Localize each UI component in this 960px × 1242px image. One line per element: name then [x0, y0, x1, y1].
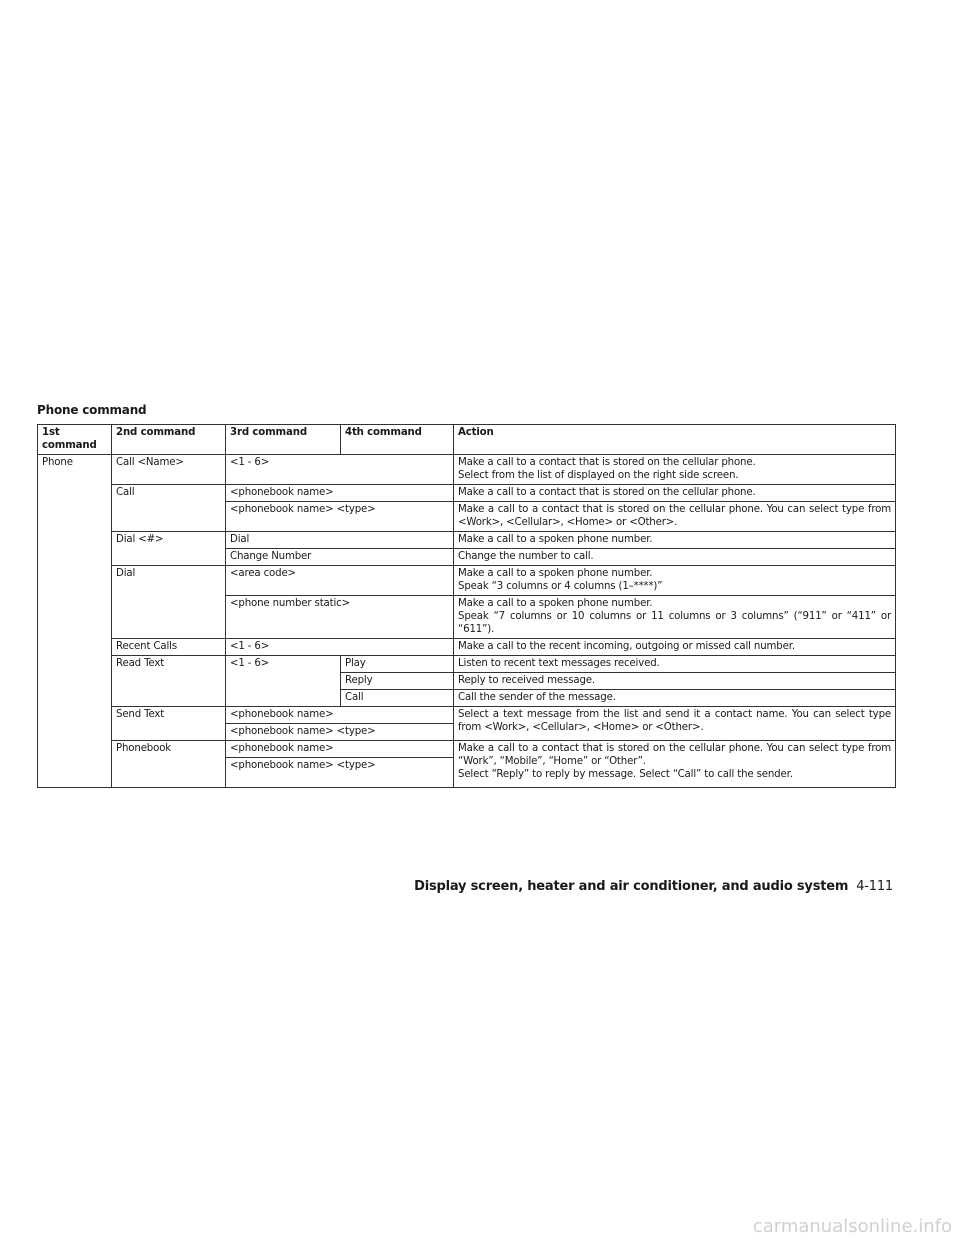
table-row — [38, 741, 896, 758]
cell-action: Reply to received message. — [454, 673, 896, 690]
cell-action: Make a call to the recent incoming, outgoing or missed call number. — [454, 639, 896, 656]
cell-call-name: Call <Name> — [112, 455, 226, 485]
cell-range: <1 - 6> — [226, 455, 454, 485]
cell-phonebook-name-type: <phonebook name> <type> — [226, 502, 454, 532]
watermark: carmanualsonline.info — [752, 1216, 952, 1237]
phone-command-table — [37, 424, 896, 788]
cell-phonebook-name-type: <phonebook name> <type> — [226, 758, 454, 788]
cell-phonebook: Phonebook — [112, 741, 226, 788]
cell-action: Listen to recent text messages received. — [454, 656, 896, 673]
table-row — [38, 656, 896, 673]
cell-action: Change the number to call. — [454, 549, 896, 566]
table-header-row — [38, 425, 896, 455]
header-3rd-command: 3rd command — [226, 425, 341, 455]
cell-change-number: Change Number — [226, 549, 454, 566]
cell-action — [454, 741, 896, 788]
action-line: Make a call to a spoken phone number. — [458, 568, 653, 579]
cell-phonebook-name: <phonebook name> — [226, 485, 454, 502]
cell-phonebook-name: <phonebook name> — [226, 707, 454, 724]
cell-call: Call — [112, 485, 226, 532]
table-row — [38, 707, 896, 724]
action-line: Make a call to a contact that is stored on the cellular phone. — [458, 457, 756, 468]
header-2nd-command: 2nd command — [112, 425, 226, 455]
table-row — [38, 532, 896, 549]
cell-phonebook-name-type: <phonebook name> <type> — [226, 724, 454, 741]
cell-dial: Dial — [112, 566, 226, 639]
cell-send-text: Send Text — [112, 707, 226, 741]
action-line: Select from the list of displayed on the right side screen. — [458, 470, 739, 481]
header-action: Action — [454, 425, 896, 455]
section-title: Phone command — [37, 403, 147, 417]
cell-action: Select a text message from the list and send it a contact name. You can select type from <Work>, <Cellular>, <Home> or <Other>. — [454, 707, 896, 741]
cell-action: Make a call to a contact that is stored on the cellular phone. You can select type from <Work>, <Cellular>, <Home> or <Other>. — [454, 502, 896, 532]
cell-range: <1 - 6> — [226, 639, 454, 656]
action-line: Speak “7 columns or 10 columns or 11 columns or 3 columns” (“911” or “411” or “611”). — [458, 611, 891, 635]
action-line: Speak “3 columns or 4 columns (1–****)” — [458, 581, 663, 592]
cell-phonebook-name: <phonebook name> — [226, 741, 454, 758]
footer-chapter-title: Display screen, heater and air conditioner, and audio system — [414, 879, 849, 894]
cell-call-sender: Call — [341, 690, 454, 707]
cell-reply: Reply — [341, 673, 454, 690]
cell-area-code: <area code> — [226, 566, 454, 596]
cell-action: Make a call to a spoken phone number. — [454, 532, 896, 549]
cell-read-text: Read Text — [112, 656, 226, 707]
action-line: Select “Reply” to reply by message. Select “Call” to call the sender. — [458, 769, 793, 780]
cell-range: <1 - 6> — [226, 656, 341, 707]
table-row — [38, 485, 896, 502]
action-line: Make a call to a spoken phone number. — [458, 598, 653, 609]
cell-action — [454, 566, 896, 596]
cell-phone: Phone — [38, 455, 112, 788]
header-4th-command: 4th command — [341, 425, 454, 455]
cell-action: Call the sender of the message. — [454, 690, 896, 707]
cell-action — [454, 596, 896, 639]
cell-action: Make a call to a contact that is stored on the cellular phone. — [454, 485, 896, 502]
cell-phone-number-static: <phone number static> — [226, 596, 454, 639]
cell-play: Play — [341, 656, 454, 673]
table-row — [38, 455, 896, 485]
page-number: 4-111 — [856, 879, 893, 894]
action-line: Make a call to a contact that is stored on the cellular phone. You can select type from “Work”, “Mobile”, “Home” or “Other”. — [458, 743, 891, 767]
cell-action — [454, 455, 896, 485]
cell-dial: Dial — [226, 532, 454, 549]
cell-dial-hash: Dial <#> — [112, 532, 226, 566]
table-row — [38, 639, 896, 656]
page-footer — [414, 879, 893, 894]
cell-recent-calls: Recent Calls — [112, 639, 226, 656]
table-row — [38, 566, 896, 596]
header-1st-command: 1st command — [38, 425, 112, 455]
